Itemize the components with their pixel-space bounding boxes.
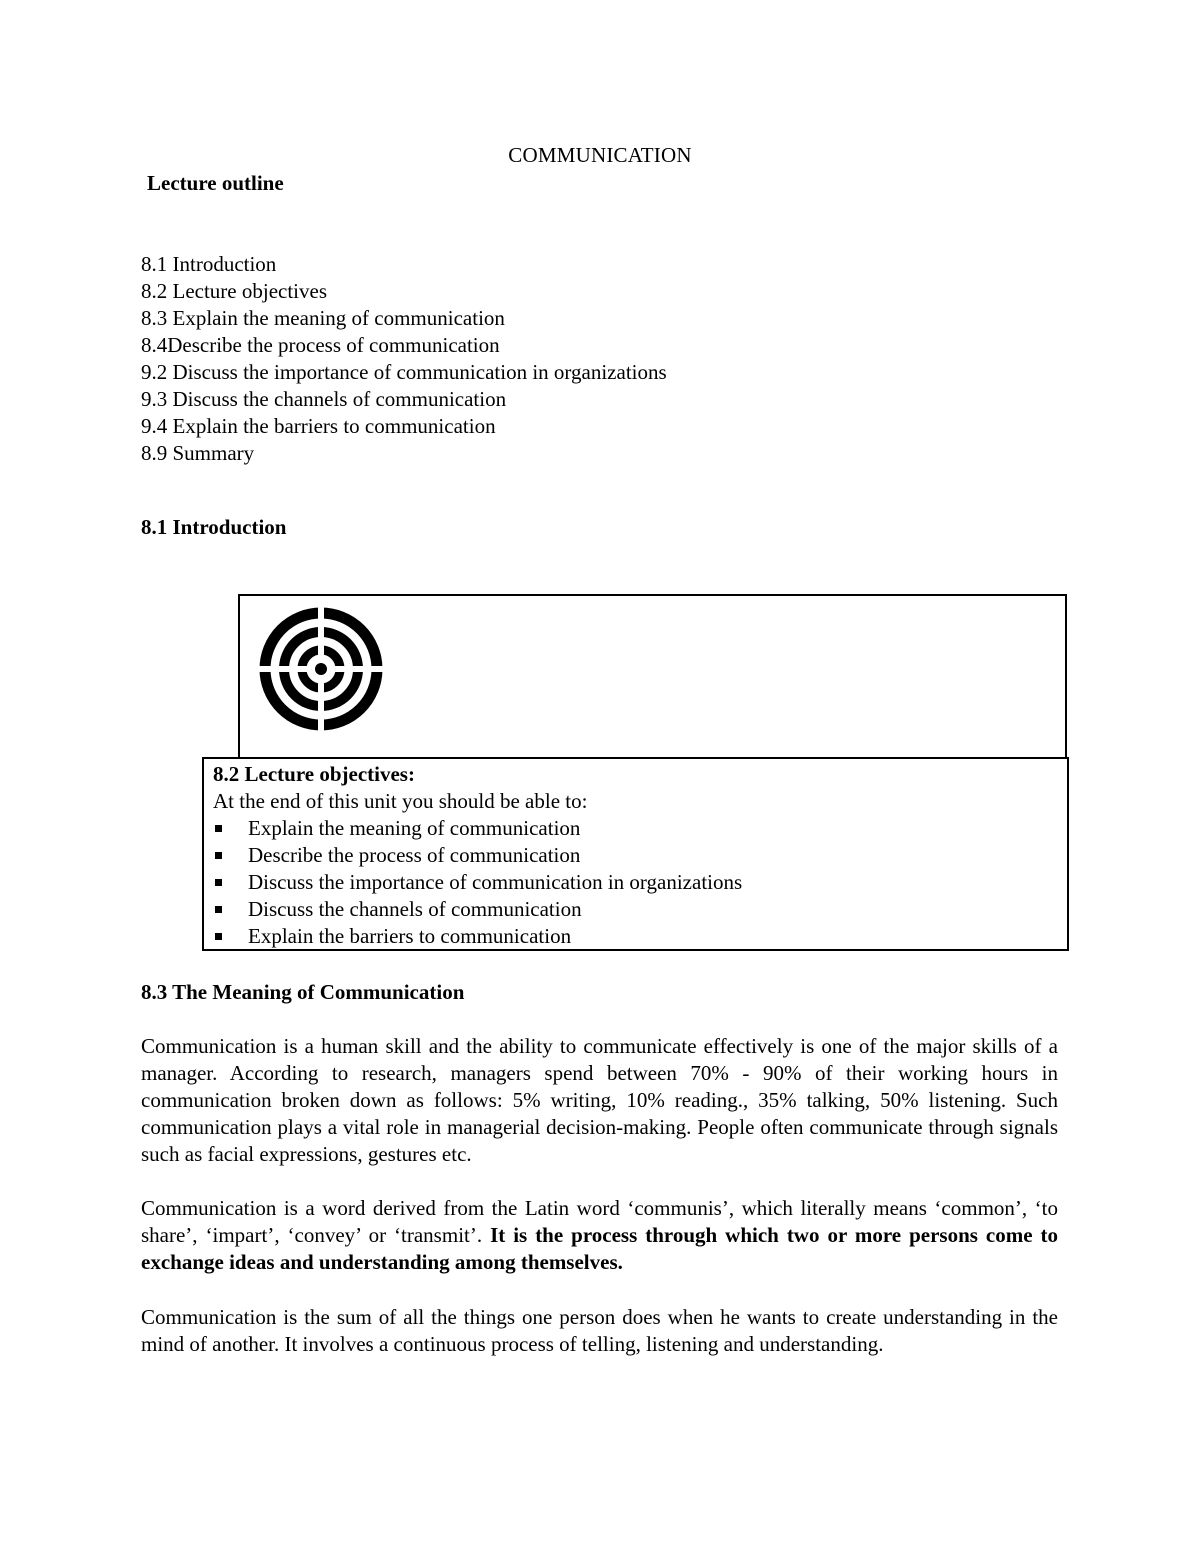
outline-item: 9.4 Explain the barriers to communication [141, 414, 496, 438]
outline-item: 8.9 Summary [141, 441, 255, 465]
outline-item: 8.2 Lecture objectives [141, 279, 328, 303]
objective-text: Explain the meaning of communication [248, 816, 581, 840]
objective-item [213, 896, 742, 923]
paragraph-2-bold: It is the process through which two or more persons come to exchange ideas and understanding among themselves. [141, 1223, 1058, 1274]
objectives-box [202, 757, 1069, 951]
paragraph-2-plain: Communication is a word derived from the Latin word ‘communis’, which literally means ‘common’, ‘to share’, ‘impart’, ‘convey’ or ‘transmit’. [141, 1196, 1058, 1247]
paragraph-1: Communication is a human skill and the ability to communicate effectively is one of the major skills of a manager. According to research, managers spend between 70% - 90% of their working hours in communication broken down as follows: 5% writing, 10% reading., 35% talking, 50% listening. Such communication plays a vital role in managerial decision-making. People often communicate through signals such as facial expressions, gestures etc. [141, 1034, 1058, 1166]
square-bullet-icon [215, 933, 222, 940]
objective-text: Discuss the importance of communication in organizations [248, 870, 743, 894]
paragraph-2 [141, 1195, 1058, 1276]
outline-item: 8.3 Explain the meaning of communication [141, 306, 505, 330]
intro-heading: 8.1 Introduction [141, 515, 287, 539]
objective-item [213, 923, 742, 950]
outline-item: 8.1 Introduction [141, 252, 277, 276]
objective-text: Describe the process of communication [248, 843, 581, 867]
meaning-heading: 8.3 The Meaning of Communication [141, 980, 465, 1004]
objectives-title: 8.2 Lecture objectives: [213, 762, 415, 786]
objectives-list [213, 815, 742, 950]
objectives-intro: At the end of this unit you should be able to: [213, 789, 588, 813]
outline-item: 8.4Describe the process of communication [141, 333, 500, 357]
outline-item: 9.2 Discuss the importance of communication in organizations [141, 360, 667, 384]
outline-heading: Lecture outline [147, 171, 284, 195]
objective-item [213, 842, 742, 869]
target-emblem-icon [259, 607, 383, 731]
square-bullet-icon [215, 825, 222, 832]
objective-item [213, 869, 742, 896]
outline-list [141, 251, 667, 467]
document-title: COMMUNICATION [508, 143, 692, 167]
square-bullet-icon [215, 879, 222, 886]
emblem-box [238, 594, 1067, 757]
square-bullet-icon [215, 852, 222, 859]
paragraph-3: Communication is the sum of all the things one person does when he wants to create understanding in the mind of another. It involves a continuous process of telling, listening and understanding. [141, 1305, 1058, 1356]
objective-text: Explain the barriers to communication [248, 924, 572, 948]
square-bullet-icon [215, 906, 222, 913]
objective-item [213, 815, 742, 842]
objective-text: Discuss the channels of communication [248, 897, 582, 921]
outline-item: 9.3 Discuss the channels of communication [141, 387, 507, 411]
